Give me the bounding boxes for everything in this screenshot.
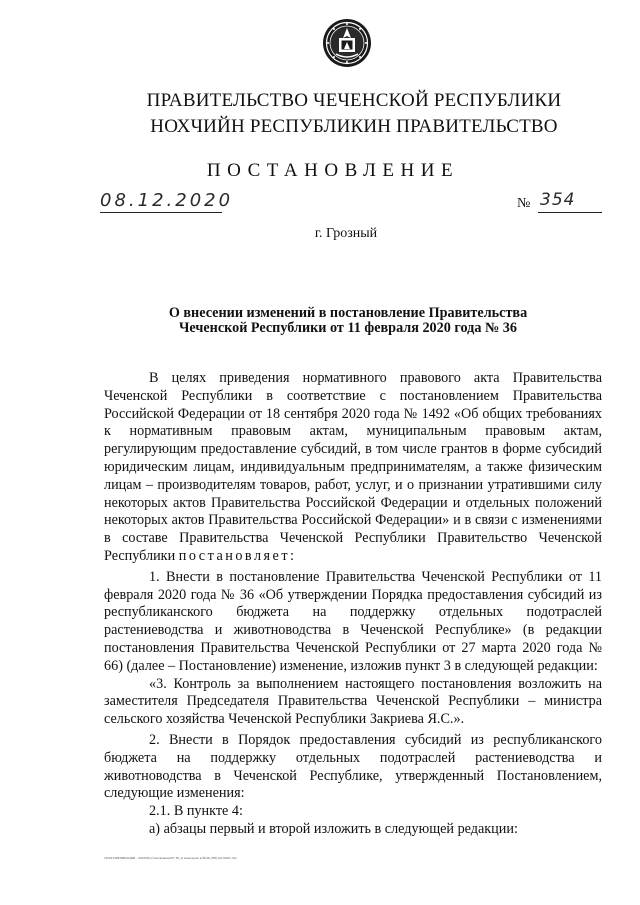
document-number-value: 354 [540, 190, 576, 210]
city-name: г. Грозный [314, 226, 378, 241]
chechen-republic-emblem-icon [322, 18, 372, 68]
government-name-russian: ПРАВИТЕЛЬСТВО ЧЕЧЕНСКОЙ РЕСПУБЛИКИ [146, 90, 562, 111]
preamble-text: В целях приведения нормативного правового акта Правительства Чеченской Республики в соответствие с постановлением Правительства Российской Федерации от 18 сентября 2020 года № 1492 «Об общих требованиях к нормативным правовым актам, муниципальным правовым актам, регулирующим предоставление субсидий, в том числе грантов в форме субсидий юридическим лицам, индивидуальным предпринимателям, а также физическим лицам – производителям товаров, работ, услуг, и о признании утратившими силу некоторых актов Правительства Российской Федерации и отдельных положений некоторых актов Правительства Российской Федерации» и в связи с изменениями в составе Правительства Чеченской Республики Правительство Чеченской Республики [104, 370, 602, 564]
government-name-chechen: НОХЧИЙН РЕСПУБЛИКИН ПРАВИТЕЛЬСТВО [150, 116, 558, 137]
subject-line-2: Чеченской Республики от 11 февраля 2020 года № 36 [179, 320, 517, 336]
item-1-paragraph: 1. Внести в постановление Правительства Чеченской Республики от 11 февраля 2020 года № 36 «Об утверждении Порядка предоставления субсидий из республиканского бюджета на поддержку отдельных подотраслей растениеводства и животноводства в Чеченской Республике» (в редакции постановления Правительства Чеченской Республики от 27 марта 2020 года № 66) (далее – Постановление) изменение, изложив пункт 3 в следующей редакции: [104, 568, 602, 674]
date-underline [100, 212, 222, 213]
item-2-1-a-paragraph: а) абзацы первый и второй изложить в следующей редакции: [149, 820, 518, 837]
document-number-label: № [517, 196, 531, 211]
resolves-word: постановляет: [178, 547, 297, 564]
item-2-paragraph: 2. Внести в Порядок предоставления субсидий из республиканского бюджета на поддержку отдельных подотраслей растениеводства и животноводства в Чеченской Республике, утвержденный Постановлением, следующие изменения: [104, 731, 602, 802]
file-path-footer: \\fs01\ПУБЛИКАЦИИ - 2020\Постановления\П 35_О внесении в №36 (ПП)-02.0001.doc [104, 856, 238, 860]
document-body [104, 370, 602, 839]
preamble-paragraph [104, 370, 602, 566]
subject-line-1: О внесении изменений в постановление Правительства [168, 305, 528, 321]
document-date: 08.12.2020 [100, 190, 234, 211]
item-1-quote-paragraph: «3. Контроль за выполнением настоящего постановления возложить на заместителя Председателя Правительства Чеченской Республики – министра сельского хозяйства Чеченской Республики Закриева Я.С.». [104, 675, 602, 728]
document-type-title: ПОСТАНОВЛЕНИЕ [206, 160, 460, 181]
number-underline [538, 212, 602, 213]
item-2-1-paragraph: 2.1. В пункте 4: [149, 803, 243, 820]
document-subject [98, 306, 598, 336]
